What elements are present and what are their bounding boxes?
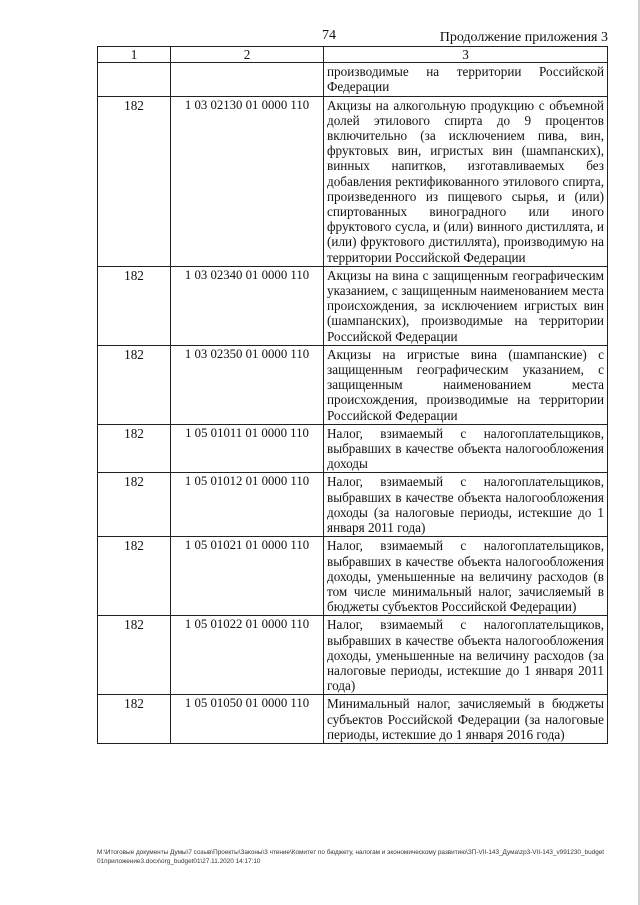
table-row [98, 616, 608, 695]
admin-code-cell: 182 [98, 537, 171, 616]
admin-code-cell: 182 [98, 424, 171, 473]
table-row [98, 266, 608, 345]
table-body [98, 63, 608, 744]
admin-code-cell [98, 63, 171, 96]
income-name-cell: Акцизы на игристые вина (шампанские) с защищенным географическим указанием, с защищенным наименованием места происхождения, производимые на территории Российской Федерации [324, 345, 608, 424]
table-row [98, 695, 608, 744]
table-row [98, 424, 608, 473]
income-name-cell: Налог, взимаемый с налогоплательщиков, выбравших в качестве объекта налогообложения доходы, уменьшенные на величину расходов (за налоговые периоды, истекшие до 1 января 2011 года) [324, 616, 608, 695]
column-header-1: 1 [98, 47, 171, 63]
admin-code-cell: 182 [98, 345, 171, 424]
admin-code-cell: 182 [98, 473, 171, 537]
admin-code-cell: 182 [98, 616, 171, 695]
table-row [98, 96, 608, 266]
column-header-2: 2 [171, 47, 324, 63]
income-code-cell: 1 03 02350 01 0000 110 [171, 345, 324, 424]
income-name-cell: Налог, взимаемый с налогоплательщиков, выбравших в качестве объекта налогообложения доходы [324, 424, 608, 473]
table-row [98, 345, 608, 424]
income-code-cell: 1 05 01011 01 0000 110 [171, 424, 324, 473]
income-name-cell: Минимальный налог, зачисляемый в бюджеты субъектов Российской Федерации (за налоговые периоды, истекшие до 1 января 2016 года) [324, 695, 608, 744]
file-path-footer: M:\Итоговые документы Думы\7 созыв\Проекты\Законы\3 чтение\Комитет по бюджету, налогам и экономическому развитию\ЗП-VII-143_Дума\zp3-VII-143_v991230_budget01приложение3.docx\org_budget01\27.11.2020 14:17:10 [97, 849, 605, 865]
income-name-cell: производимые на территории Российской Федерации [324, 63, 608, 96]
table-row [98, 537, 608, 616]
income-code-cell: 1 03 02340 01 0000 110 [171, 266, 324, 345]
table-row [98, 473, 608, 537]
income-code-cell: 1 05 01012 01 0000 110 [171, 473, 324, 537]
column-header-3: 3 [324, 47, 608, 63]
continuation-label: Продолжение приложения 3 [439, 30, 608, 45]
income-code-cell: 1 03 02130 01 0000 110 [171, 96, 324, 266]
admin-code-cell: 182 [98, 96, 171, 266]
table-row [98, 63, 608, 96]
income-name-cell: Налог, взимаемый с налогоплательщиков, выбравших в качестве объекта налогообложения доходы (за налоговые периоды, истекшие до 1 января 2011 года) [324, 473, 608, 537]
income-code-cell: 1 05 01022 01 0000 110 [171, 616, 324, 695]
table-header-row [98, 47, 608, 63]
income-code-cell: 1 05 01050 01 0000 110 [171, 695, 324, 744]
income-code-cell [171, 63, 324, 96]
income-name-cell: Акцизы на алкогольную продукцию с объемной долей этилового спирта до 9 процентов включительно (за исключением пива, вин, фруктовых вин, игристых вин (шампанских), винных напитков, изготавливаемых без добавления ректификованного этилового спирта, произведенного из пищевого сырья, и (или) спиртованных виноградного или иного фруктового сусла, и (или) винного дистиллята, и (или) фруктового дистиллята), производимую на территории Российской Федерации [324, 96, 608, 266]
income-name-cell: Акцизы на вина с защищенным географическим указанием, с защищенным наименованием места происхождения, за исключением игристых вин (шампанских), производимые на территории Российской Федерации [324, 266, 608, 345]
income-name-cell: Налог, взимаемый с налогоплательщиков, выбравших в качестве объекта налогообложения доходы, уменьшенные на величину расходов (в том числе минимальный налог, зачисляемый в бюджеты субъектов Российской Федерации) [324, 537, 608, 616]
income-code-cell: 1 05 01021 01 0000 110 [171, 537, 324, 616]
income-codes-table [97, 46, 608, 744]
page-number: 74 [322, 28, 336, 43]
admin-code-cell: 182 [98, 266, 171, 345]
admin-code-cell: 182 [98, 695, 171, 744]
